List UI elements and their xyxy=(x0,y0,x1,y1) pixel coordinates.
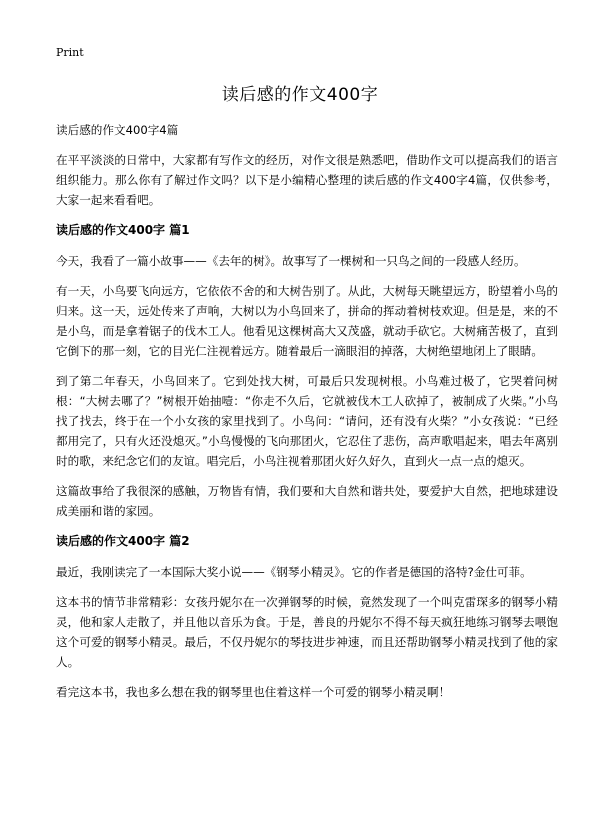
section-1-paragraph-2: 有一天，小鸟要飞向远方，它依依不舍的和大树告别了。从此，大树每天眺望远方，盼望着小鸟的归来。这一天，远处传来了声响，大树以为小鸟回来了，拼命的挥动着树枝欢迎。但是是，来的不是小鸟，而是拿着锯子的伐木工人。他看见这棵树高大又茂盛，就动手砍它。大树痛苦极了，直到它倒下的那一刻，它的目光仁注视着远方。随着最后一滴眼泪的掉落，大树绝望地闭上了眼睛。 xyxy=(56,284,558,358)
section-heading-2: 读后感的作文400字 篇2 xyxy=(56,534,190,548)
section-1-paragraph-1: 今天，我看了一篇小故事——《去年的树》。故事写了一棵树和一只鸟之间的一段感人经历。 xyxy=(56,254,526,268)
document-body xyxy=(56,120,558,712)
document-title: 读后感的作文400字 xyxy=(221,85,379,105)
print-label[interactable]: Print xyxy=(56,46,84,59)
section-2-paragraph-1: 最近，我刚读完了一本国际大奖小说——《钢琴小精灵》。它的作者是德国的洛特?金仕可菲。 xyxy=(56,565,532,579)
section-1-paragraph-3: 到了第二年春天，小鸟回来了。它到处找大树，可最后只发现树根。小鸟难过极了，它哭着问树根：“大树去哪了？”树根开始抽噎：“你走不久后，它就被伐木工人砍掉了，被制成了火柴。”小鸟找了找去，终于在一个小女孩的家里找到了。小鸟问：“请问，还有没有火柴？”小女孩说：“已经都用完了，只有火还没熄灭。”小鸟慢慢的飞向那团火，它忍住了悲伤，高声歌唱起来，唱去年离别时的歌，来纪念它们的友谊。唱完后，小鸟注视着那团火好久好久，直到火一点一点的熄灭。 xyxy=(56,374,558,468)
section-2-paragraph-3: 看完这本书，我也多么想在我的钢琴里也住着这样一个可爱的钢琴小精灵啊！ xyxy=(56,685,451,699)
section-1-paragraph-4: 这篇故事给了我很深的感触，万物皆有情，我们要和大自然和谐共处，要爱护大自然，把地球建设成美丽和谐的家园。 xyxy=(56,484,558,518)
section-heading-1: 读后感的作文400字 篇1 xyxy=(56,223,190,237)
document-subtitle: 读后感的作文400字4篇 xyxy=(56,123,179,137)
section-2-paragraph-2: 这本书的情节非常精彩：女孩丹妮尔在一次弹钢琴的时候，竟然发现了一个叫克雷琛多的钢琴小精灵，他和家人走散了，并且他以音乐为食。于是，善良的丹妮尔不得不每天疯狂地练习钢琴去喂饱这个可爱的钢琴小精灵。最后，不仅丹妮尔的琴技进步神速，而且还帮助钢琴小精灵找到了他的家人。 xyxy=(56,595,558,669)
intro-paragraph: 在平平淡淡的日常中，大家都有写作文的经历，对作文很是熟悉吧，借助作文可以提高我们的语言组织能力。那么你有了解过作文吗？以下是小编精心整理的读后感的作文400字4篇，仅供参考，大家一起来看看吧。 xyxy=(56,153,558,207)
